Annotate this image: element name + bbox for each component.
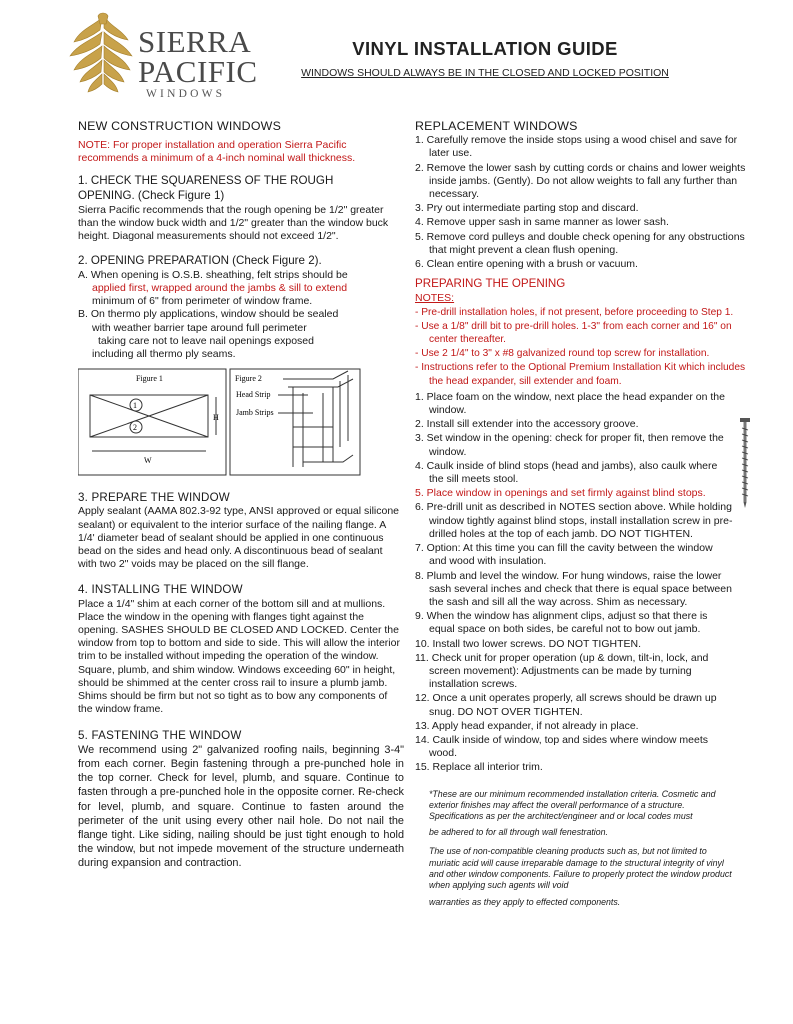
list-item: 4. Caulk inside of blind stops (head and jambs), also caulk where the sill meets stool. [415,459,718,486]
replacement-heading: REPLACEMENT WINDOWS [415,119,578,133]
figure2-head-strip-label: Head Strip [236,390,271,400]
list-item: 15. Replace all interior trim. [415,761,543,774]
step2-a2: applied first, wrapped around the jambs & sill to extend [92,282,348,295]
list-item: 1. Carefully remove the inside stops using a wood chisel and save for later use. [415,134,738,160]
figure1-w-label: W [144,456,152,466]
list-item: 14. Caulk inside of window, top and sides where window meets wood. [415,733,708,760]
step4-body: Place a 1/4" shim at each corner of the bottom sill and at mullions. Place the window in the opening with flanges tight against the opening. SASHES SHOULD BE CLOSED AND LOCKED. Center the window from top to bottom and side to side. This will allow the interior trim to be installed without impeding the operation of the window. Square, plumb, and shim window. Windows exceeding 60" in height, should be shimmed at the center cross rail to insure a plumb jamb. Shims should be firm but not so tight as to bow any components of the window frame. [78,597,400,716]
list-item: 12. Once a unit operates properly, all screws should be drawn up snug. DO NOT OVER TIGHTEN. [415,692,717,718]
figure1-marker-2: 2 [133,423,137,433]
footnote-warranty: warranties as they apply to effected components. [429,896,621,907]
list-item: 2. Install sill extender into the accessory groove. [415,418,639,431]
list-item: 13. Apply head expander, if not already in place. [415,719,639,732]
figure1-marker-1: 1 [133,401,137,411]
step2-b2: with weather barrier tape around full perimeter [92,321,307,334]
figure1-label: Figure 1 [136,374,163,384]
figures [78,367,404,479]
list-item: 5. Remove cord pulleys and double check opening for any obstructions that might prevent a clean flush opening. [415,230,745,256]
list-item: 2. Remove the lower sash by cutting cords or chains and lower weights inside jambs. (Gently). Do not allow weights to fall any further than necessary. [415,161,746,201]
section-heading: NEW CONSTRUCTION WINDOWS [78,119,282,133]
footnote-criteria: *These are our minimum recommended installation criteria. Cosmetic and exterior finishes may affect the overall performance of a structure. Specifications as per the architect/engineer and or local codes must [429,788,716,822]
page-title: VINYL INSTALLATION GUIDE [352,38,618,59]
step4-title: 4. INSTALLING THE WINDOW [78,583,243,597]
step2-a3: minimum of 6" from perimeter of window frame. [92,295,313,308]
step2-a1: A. When opening is O.S.B. sheathing, felt strips should be [78,268,348,281]
page-subtitle: WINDOWS SHOULD ALWAYS BE IN THE CLOSED AND LOCKED POSITION [301,67,669,79]
list-item: 7. Option: At this time you can fill the cavity between the window and wood with insulation. [415,542,713,568]
figure2-jamb-strips-label: Jamb Strips [236,408,274,418]
footnote-cleaning: The use of non-compatible cleaning products such as, but not limited to muriatic acid will cause irreparable damage to the structural integrity of vinyl and other window components. Failure to properly protect the window product when applying such agents will void [429,846,732,891]
figures-illustration [78,367,404,479]
list-item: - Use 2 1/4" to 3" x #8 galvanized round top screw for installation. [415,348,710,360]
list-item: 6. Pre-drill unit as described in NOTES section above. While holding window tightly against blind stops, install installation screw in pre-drilled holes at the top of each jamb. DO NOT TIGHTEN. [415,501,733,540]
figure1-h-label: H [213,413,219,423]
preparing-title: PREPARING THE OPENING [415,277,566,291]
step1-title-b: OPENING. (Check Figure 1) [78,188,225,202]
step2-b1: B. On thermo ply applications, window should be sealed [78,308,339,321]
list-item: 8. Plumb and level the window. For hung windows, raise the lower sash several inches and check that there is equal space between the sash and sill all the way across. Shim as necessary. [415,569,732,608]
step2-b3: taking care not to leave nail openings exposed [98,334,314,347]
step1-body: Sierra Pacific recommends that the rough opening be 1/2" greater than the window buck width and 1/2" greater than the window buck height. Diagonal measurements should not exceed 1/2". [78,204,389,243]
step5-body: We recommend using 2" galvanized roofing nails, beginning 3-4" from each corner. Begin fastening through a pre-punched hole in the top corner. Check for level, plumb, and square. Continue to fasten through a pre-punched hole in the opposite corner. Re-check for level, plumb, and square. Continue to fasten around the perimeter of the unit using every other nail hole. Do not nail the flange tight. Like siding, nailing should be just tight enough to hold the window, but not impede movement of the structure underneath during expansion and contraction. [78,743,404,870]
list-item: 1. Place foam on the window, next place the head expander on the window. [415,390,725,417]
list-item: - Instructions refer to the Optional Premium Installation Kit which includes the head expander, sill extender and foam. [415,362,746,387]
brand-name-line3: WINDOWS [146,88,226,100]
replacement-steps [415,134,755,271]
list-item: - Use a 1/8" drill bit to pre-drill holes. 1-3" from each corner and 16" on center thereafter. [415,320,732,346]
figure2-label: Figure 2 [235,374,262,384]
install-steps [415,391,733,775]
list-item: 9. When the window has alignment clips, adjust so that there is equal space on both sides, be careful not to bow out jamb. [415,610,708,636]
note-text: NOTE: For proper installation and operation Sierra Pacific recommends a minimum of a 4-inch nominal wall thickness. [78,139,356,165]
step1-title-a: 1. CHECK THE SQUARENESS OF THE ROUGH [78,173,334,187]
screw-icon [738,418,752,508]
footnote-codes: be adhered to for all through wall fenestration. [429,826,608,837]
list-item: 10. Install two lower screws. DO NOT TIGHTEN. [415,637,641,650]
step5-title: 5. FASTENING THE WINDOW [78,728,242,742]
list-item: - Pre-drill installation holes, if not present, before proceeding to Step 1. [415,306,734,318]
notes-title: NOTES: [415,292,455,305]
list-item: 4. Remove upper sash in same manner as lower sash. [415,216,669,229]
list-item: 3. Set window in the opening: check for proper fit, then remove the window. [415,432,724,458]
brand-name-line2: PACIFIC [138,54,258,89]
list-item: 3. Pry out intermediate parting stop and discard. [415,202,639,215]
brand-name-line1: SIERRA [138,24,252,59]
new-construction-column [78,120,404,873]
replacement-column [415,120,755,910]
notes-list [415,306,755,388]
list-item: 11. Check unit for proper operation (up & down, tilt-in, lock, and screen movement): Adjustments can be made by turning installation screws. [415,651,709,691]
step2-title: 2. OPENING PREPARATION (Check Figure 2). [78,253,322,267]
list-item: 5. Place window in openings and set firmly against blind stops. [415,487,706,500]
step2-b4: including all thermo ply seams. [92,348,236,361]
list-item: 6. Clean entire opening with a brush or vacuum. [415,258,638,271]
step3-title: 3. PREPARE THE WINDOW [78,491,230,505]
step3-body: Apply sealant (AAMA 802.3-92 type, ANSI approved or equal silicone sealant) or equivalent to the interior surface of the nailing flange. A 1/4' diameter bead of sealant should be applied in one continuous bead on the sides and head only. A discontinuous bead of sealant with two 2" voids may be placed on the sill flange. [78,505,400,571]
